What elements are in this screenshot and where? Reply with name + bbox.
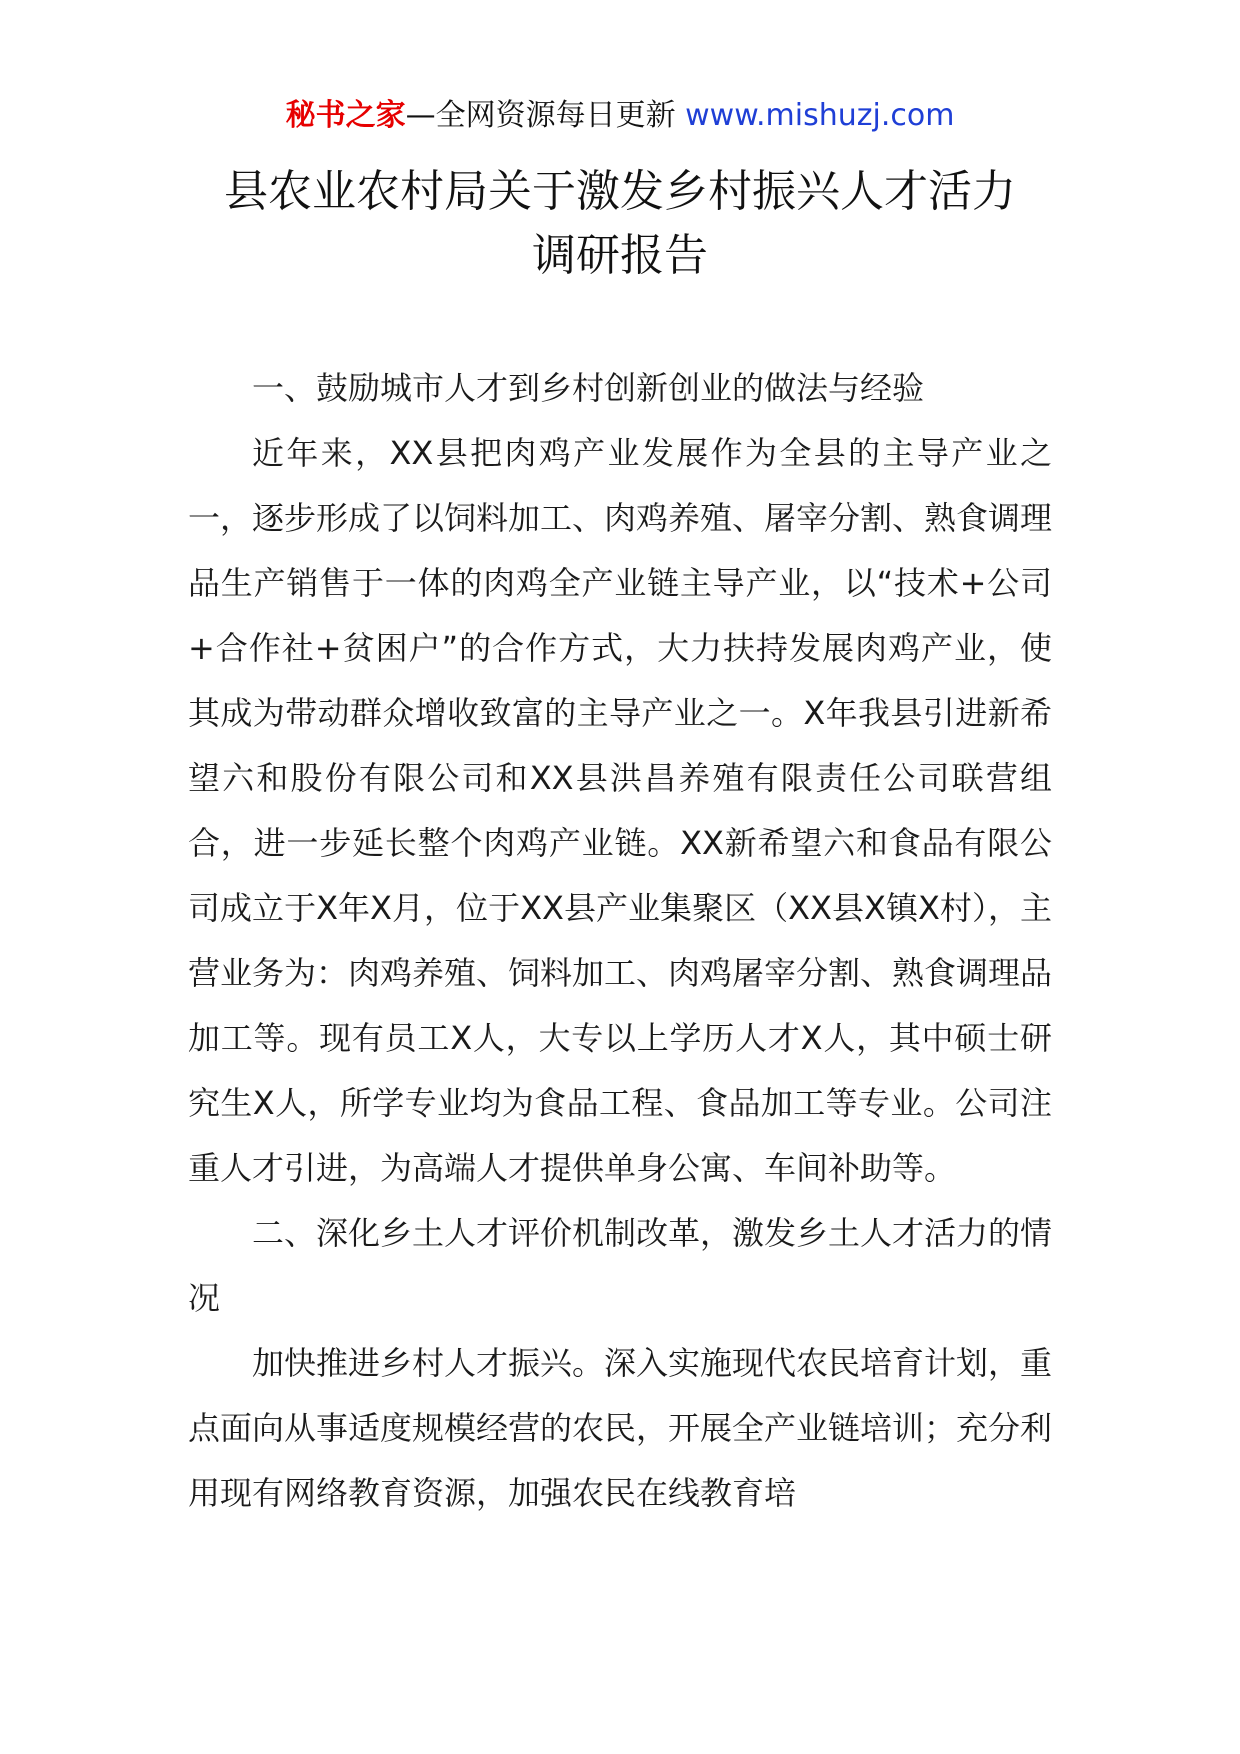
section1-paragraph: 近年来，XX县把肉鸡产业发展作为全县的主导产业之一，逐步形成了以饲料加工、肉鸡养殖、屠宰分割、熟食调理品生产销售于一体的肉鸡全产业链主导产业，以“技术+公司+合作社+贫困户”的合作方式，大力扶持发展肉鸡产业，使其成为带动群众增收致富的主导产业之一。X年我县引进新希望六和股份有限公司和XX县洪昌养殖有限责任公司联营组合，进一步延长整个肉鸡产业链。XX新希望六和食品有限公司成立于X年X月，位于XX县产业集聚区（XX县X镇X村），主营业务为：肉鸡养殖、饲料加工、肉鸡屠宰分割、熟食调理品加工等。现有员工X人，大专以上学历人才X人，其中硕士研究生X人，所学专业均为食品工程、食品加工等专业。公司注重人才引进，为高端人才提供单身公寓、车间补助等。 <box>188 434 1053 1187</box>
banner-slogan: —全网资源每日更新 <box>405 98 676 133</box>
document-title-line1: 县农业农村局关于激发乡村振兴人才活力 <box>224 166 1016 217</box>
banner-site-link[interactable]: www.mishuzj.com <box>685 98 955 133</box>
watermark-banner <box>0 96 1240 136</box>
section2-heading: 二、深化乡土人才评价机制改革，激发乡土人才活力的情况 <box>188 1214 1053 1317</box>
document-title <box>120 160 1120 288</box>
banner-brand: 秘书之家 <box>285 98 406 133</box>
document-body <box>188 356 1052 1526</box>
document-title-line2: 调研报告 <box>532 230 708 281</box>
section1-heading: 一、鼓励城市人才到乡村创新创业的做法与经验 <box>252 369 925 407</box>
section2-paragraph: 加快推进乡村人才振兴。深入实施现代农民培育计划，重点面向从事适度规模经营的农民，开展全产业链培训；充分利用现有网络教育资源，加强农民在线教育培 <box>188 1344 1053 1512</box>
